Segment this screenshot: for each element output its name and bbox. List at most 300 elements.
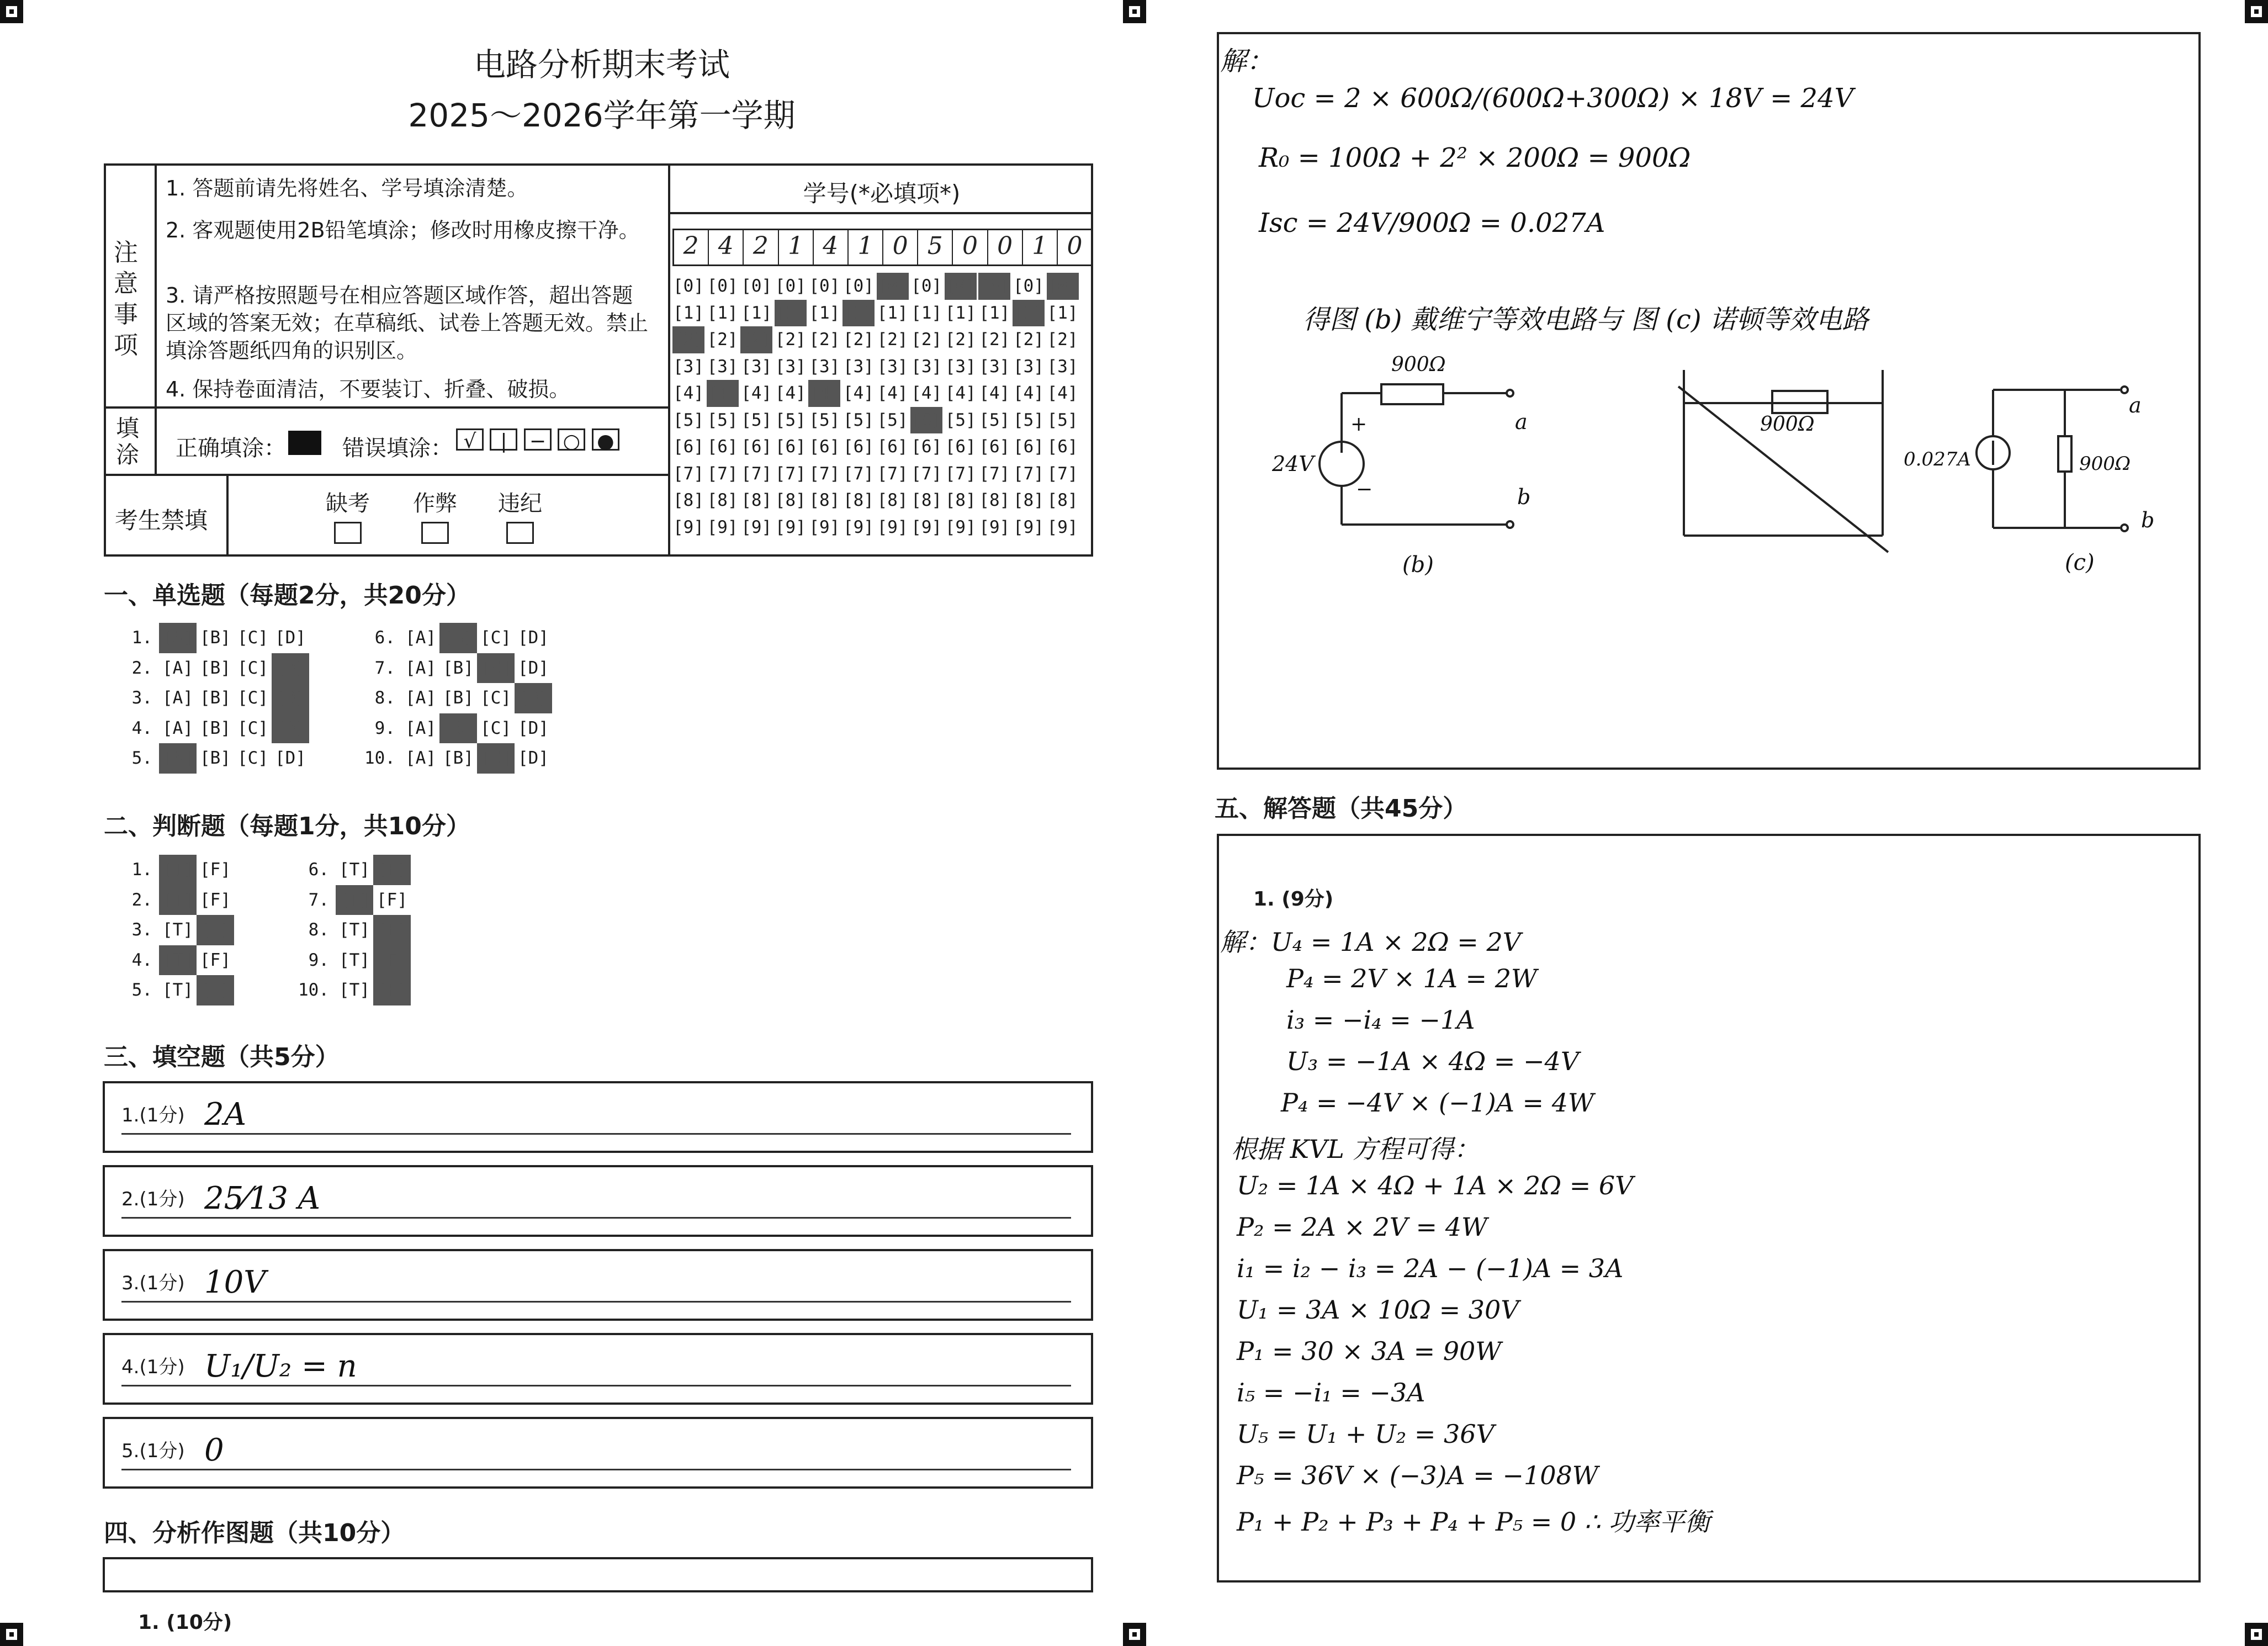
student-id-bubble[interactable]: [6] [809,437,840,457]
fill-blank-underline [121,1217,1071,1219]
student-id-bubble[interactable]: [9] [775,517,806,537]
question-item [359,623,602,653]
wrong-mark-dash: − [524,428,552,451]
student-id-bubble[interactable]: [8] [945,490,976,510]
student-id-bubble[interactable]: [4] [707,380,739,407]
answer-option[interactable]: [T] [159,945,197,976]
student-id-bubble[interactable]: [2] [877,330,908,350]
student-id-bubble[interactable]: [1] [1013,300,1045,327]
wrong-mark-bar: | [490,428,517,451]
solution-line: i₁ = i₂ − i₃ = 2A − (−1)A = 3A [1237,1253,1624,1283]
student-id-digit: 0 [953,230,988,264]
student-id-bubble[interactable]: [0] [1047,273,1079,300]
s4-uoc-line: Uoc = 2 × 600Ω/(600Ω+300Ω) × 18V = 24V [1252,83,1854,114]
answer-option[interactable]: [T] [339,920,370,940]
solution-line: P₁ = 30 × 3A = 90W [1237,1336,1502,1366]
student-id-bubble[interactable]: [3] [877,356,908,377]
solution-line: U₃ = −1A × 4Ω = −4V [1286,1046,1580,1076]
student-id-bubble-row [672,487,1080,514]
student-id-bubble[interactable]: [8] [877,490,908,510]
answer-option[interactable]: [D] [275,748,306,768]
forbid-item-violation [492,486,548,546]
student-id-bubble[interactable]: [3] [673,356,704,377]
student-id-bubble[interactable]: [3] [979,356,1010,377]
answer-option[interactable]: [C] [480,688,511,708]
question-number: 10. [298,980,329,1000]
student-id-bubble[interactable]: [6] [1013,437,1044,457]
question-item [293,945,469,976]
notice-item-4: 4. 保持卷面清洁，不要装订、折叠、破损。 [166,377,570,401]
student-id-bubble[interactable]: [4] [673,383,704,403]
student-id-bubble[interactable]: [6] [673,437,704,457]
section1-title: 一、单选题（每题2分，共20分） [104,581,470,610]
fill-blank-box [103,1417,1093,1489]
student-id-bubble[interactable]: [0] [741,276,772,296]
section2-title: 二、判断题（每题1分，共10分） [104,812,470,840]
question-number: 8. [374,688,395,708]
student-id-bubble[interactable]: [3] [945,356,976,377]
student-id-bubble[interactable]: [5] [1047,410,1078,430]
student-id-bubble[interactable]: [7] [945,463,976,484]
question-item [116,855,293,885]
answer-option[interactable]: [B] [439,713,477,744]
answer-option[interactable]: [A] [159,743,197,774]
exam-subtitle: 2025～2026学年第一学期 [408,97,796,134]
student-id-bubble[interactable]: [9] [707,517,738,537]
answer-option[interactable]: [A] [405,688,436,708]
student-id-bubble[interactable]: [4] [1047,383,1078,403]
student-id-bubble[interactable]: [9] [842,517,874,537]
student-id-bubble[interactable]: [1] [842,300,875,327]
answer-option[interactable]: [A] [159,623,197,653]
section4-question-label: 1. (10分) [138,1611,232,1634]
crossed-out-circuit [1673,353,1905,558]
student-id-bubble[interactable]: [1] [741,303,772,323]
notice-side-label: 注意事项 [114,239,138,359]
solution-line: 解：U₄ = 1A × 2Ω = 2V [1220,927,1521,957]
wrong-mark-dot: ● [592,428,619,451]
answer-option[interactable]: [C] [237,658,268,678]
student-id-bubble[interactable]: [8] [741,490,772,510]
student-id-bubble[interactable]: [4] [842,383,874,403]
solution-line: P₄ = −4V × (−1)A = 4W [1281,1088,1594,1118]
student-id-bubble[interactable]: [9] [741,517,772,537]
fill-blank-underline [121,1469,1071,1470]
student-id-bubble[interactable]: [2] [979,330,1010,350]
student-id-bubble[interactable]: [3] [741,356,772,377]
question-number: 3. [131,920,152,940]
answer-option[interactable]: [B] [443,688,474,708]
answer-option[interactable]: [B] [200,658,231,678]
question-row [116,855,469,885]
student-id-bubble[interactable]: [0] [945,273,977,300]
question-number: 3. [131,688,152,708]
answer-option[interactable]: [A] [162,658,193,678]
question-item [293,915,469,945]
student-id-bubble[interactable]: [4] [945,383,976,403]
question-item [359,743,602,774]
student-id-bubble[interactable]: [8] [979,490,1010,510]
answer-option[interactable]: [D] [518,628,549,648]
solution-line: P₄ = 2V × 1A = 2W [1286,964,1538,993]
wrong-mark-check: √ [456,428,484,451]
registration-mark-bottom-right [2245,1623,2268,1646]
divider [155,406,157,475]
answer-option[interactable]: [C] [237,748,268,768]
answer-option[interactable]: [T] [339,860,370,880]
circuit-c-resistor-label: 900Ω [2079,453,2131,475]
student-id-bubble[interactable]: [0] [673,276,704,296]
student-id-bubble[interactable]: [7] [911,463,942,484]
answer-option[interactable]: [C] [480,718,511,738]
solution-line: P₅ = 36V × (−3)A = −108W [1237,1460,1599,1490]
circuit-b-voltage-label: 24V [1272,452,1314,476]
student-id-bubble[interactable]: [6] [877,437,908,457]
section2-questions [116,855,469,1005]
student-id-bubble[interactable]: [4] [877,383,908,403]
student-id-bubble[interactable]: [8] [673,490,704,510]
circuit-c-terminal-b: b [2141,508,2155,532]
answer-option[interactable]: [B] [200,688,231,708]
student-id-bubble[interactable]: [5] [775,410,806,430]
question-number: 1. [131,628,152,648]
answer-option[interactable]: [T] [339,950,370,970]
fill-blank-label: 2.(1分) [121,1188,185,1210]
question-row [116,945,469,976]
student-id-bubble[interactable]: [7] [877,463,908,484]
solution-line: i₅ = −i₁ = −3A [1237,1378,1426,1407]
student-id-bubble[interactable]: [2] [707,330,738,350]
answer-option[interactable]: [D] [275,628,306,648]
circuit-b-terminal-b: b [1517,485,1531,509]
fill-blank-answer[interactable]: U₁/U₂ = n [204,1348,357,1384]
student-id-bubble[interactable]: [1] [673,303,704,323]
student-id-bubble[interactable]: [6] [979,437,1010,457]
question-row [116,885,469,915]
correct-fill-label: 正确填涂： [176,436,286,461]
divider [226,474,229,557]
student-id-bubble[interactable]: [0] [707,276,738,296]
student-id-bubble[interactable]: [5] [877,410,908,430]
student-id-bubble[interactable]: [1] [911,303,942,323]
answer-option[interactable]: [T] [339,980,370,1000]
answer-option[interactable]: [C] [477,743,515,774]
notice-item-3: 3. 请严格按照题号在相应答题区域作答，超出答题区域的答案无效；在草稿纸、试卷上答题无效。禁止填涂答题纸四角的识别区。 [166,283,649,363]
answer-option[interactable]: [T] [336,885,373,915]
student-id-bubble-grid [672,273,1080,541]
forbid-absent-checkbox[interactable] [334,522,362,544]
student-id-bubble[interactable]: [6] [945,437,976,457]
student-id-bubble[interactable]: [5] [809,410,840,430]
student-id-bubble[interactable]: [7] [775,463,806,484]
fill-blank-answer[interactable]: 10V [204,1264,266,1300]
student-id-bubble[interactable]: [0] [911,276,942,296]
student-id-bubble[interactable]: [4] [979,383,1010,403]
question-item [116,623,359,653]
student-id-bubble[interactable]: [7] [979,463,1010,484]
student-id-bubble[interactable]: [1] [979,303,1010,323]
student-id-bubble[interactable]: [0] [877,273,909,300]
student-id-bubble[interactable]: [9] [911,517,942,537]
fill-blank-underline [121,1301,1071,1303]
student-id-bubble[interactable]: [9] [809,517,840,537]
question-number: 2. [131,890,152,910]
student-id-bubble[interactable]: [7] [707,463,738,484]
question-number: 9. [308,950,329,970]
student-id-bubble[interactable]: [0] [842,276,874,296]
forbid-violation-checkbox[interactable] [506,522,534,544]
section4-answer-box-top [103,1557,1093,1592]
student-id-bubble[interactable]: [0] [809,276,840,296]
solution-line: 根据 KVL 方程可得： [1231,1134,1480,1164]
answer-option[interactable]: [F] [373,855,411,885]
s4-r0-line: R₀ = 100Ω + 2² × 200Ω = 900Ω [1259,142,1691,173]
student-id-bubble[interactable]: [7] [809,463,840,484]
student-id-bubble-row [672,433,1080,461]
forbid-absent-label: 缺考 [326,491,370,516]
registration-mark-bottom-center [1123,1623,1146,1646]
student-id-bubble[interactable]: [3] [707,356,738,377]
student-id-bubble[interactable]: [8] [809,490,840,510]
answer-option[interactable]: [T] [159,885,197,915]
student-id-bubble[interactable]: [2] [945,330,976,350]
student-id-bubble[interactable]: [3] [809,356,840,377]
student-id-bubble[interactable]: [2] [911,330,942,350]
student-id-bubble[interactable]: [2] [740,326,772,353]
student-id-bubble[interactable]: [8] [842,490,874,510]
student-id-digit: 2 [674,230,709,264]
correct-fill-sample [288,431,321,455]
question-item [116,683,359,713]
notice-item-1: 1. 答题前请先将姓名、学号填涂清楚。 [166,176,528,200]
student-id-bubble[interactable]: [8] [775,490,806,510]
student-id-digit: 2 [744,230,778,264]
forbid-item-cheat [407,486,463,546]
answer-option[interactable]: [F] [200,950,231,970]
student-id-digit-row [672,229,1093,266]
student-id-bubble[interactable]: [6] [1047,437,1078,457]
student-id-bubble[interactable]: [1] [1047,303,1078,323]
registration-mark-top-left [0,0,23,23]
student-id-bubble[interactable]: [4] [808,380,840,407]
student-id-bubble[interactable]: [3] [1047,356,1078,377]
student-id-bubble[interactable]: [6] [775,437,806,457]
student-id-bubble[interactable]: [2] [1047,330,1078,350]
answer-option[interactable]: [C] [237,628,268,648]
question-item [293,855,469,885]
student-id-bubble[interactable]: [1] [707,303,738,323]
student-id-bubble[interactable]: [0] [775,276,806,296]
student-id-bubble[interactable]: [1] [775,300,807,327]
circuit-c-terminal-a: a [2129,393,2142,417]
question-item [116,915,293,945]
student-id-bubble[interactable]: [5] [842,410,874,430]
student-id-bubble[interactable]: [0] [978,273,1010,300]
student-id-bubble[interactable]: [5] [707,410,738,430]
student-id-digit: 0 [883,230,918,264]
answer-option[interactable]: [F] [200,860,231,880]
answer-option[interactable]: [A] [162,718,193,738]
question-number: 8. [308,920,329,940]
student-id-bubble[interactable]: [9] [979,517,1010,537]
fill-blank-label: 5.(1分) [121,1440,185,1462]
forbid-label: 考生禁填 [115,507,208,534]
student-id-bubble[interactable]: [8] [1013,490,1044,510]
answer-option[interactable]: [F] [373,975,411,1005]
student-id-bubble[interactable]: [8] [1047,490,1078,510]
student-id-bubble[interactable]: [1] [945,303,976,323]
question-number: 6. [374,628,395,648]
student-id-bubble[interactable]: [3] [842,356,874,377]
student-id-digit: 1 [849,230,883,264]
answer-option[interactable]: [D] [515,683,552,713]
answer-option[interactable]: [D] [518,748,549,768]
answer-option[interactable]: [D] [272,713,309,744]
circuit-b-caption: (b) [1402,552,1434,578]
student-id-bubble[interactable]: [4] [741,383,772,403]
section3-title: 三、填空题（共5分） [104,1043,340,1071]
student-id-bubble[interactable]: [2] [775,330,806,350]
student-id-bubble[interactable]: [6] [741,437,772,457]
student-id-bubble[interactable]: [5] [979,410,1010,430]
answer-option[interactable]: [D] [518,718,549,738]
student-id-bubble-row [672,353,1080,380]
student-id-bubble[interactable]: [4] [1013,383,1044,403]
student-id-bubble[interactable]: [2] [842,330,874,350]
student-id-bubble[interactable]: [3] [775,356,806,377]
question-row [116,915,469,945]
answer-option[interactable]: [A] [405,718,436,738]
solution-line: U₅ = U₁ + U₂ = 36V [1237,1419,1495,1449]
circuit-c-caption: (c) [2065,550,2095,575]
student-id-bubble[interactable]: [6] [911,437,942,457]
answer-option[interactable]: [B] [200,748,231,768]
fill-blank-answer[interactable]: 0 [204,1432,224,1468]
divider [104,406,669,409]
student-id-bubble[interactable]: [5] [741,410,772,430]
solution-line: i₃ = −i₄ = −1A [1286,1005,1475,1035]
fill-blank-label: 1.(1分) [121,1104,185,1126]
student-id-bubble[interactable]: [1] [809,303,840,323]
answer-option[interactable]: [T] [162,920,193,940]
wrong-fill-samples [456,428,619,453]
student-id-bubble[interactable]: [9] [945,517,976,537]
student-id-bubble[interactable]: [7] [673,463,704,484]
student-id-bubble[interactable]: [7] [1013,463,1044,484]
answer-option[interactable]: [C] [480,628,511,648]
student-id-bubble[interactable]: [8] [911,490,942,510]
solution-line: U₂ = 1A × 4Ω + 1A × 2Ω = 6V [1237,1171,1634,1200]
student-id-bubble[interactable]: [3] [1013,356,1044,377]
circuit-b-minus: − [1356,478,1373,501]
student-id-bubble[interactable]: [5] [910,407,942,434]
answer-option[interactable]: [D] [272,653,309,684]
question-number: 7. [308,890,329,910]
forbid-violation-label: 违纪 [498,491,542,516]
student-id-bubble[interactable]: [2] [1013,330,1044,350]
answer-option[interactable]: [C] [477,653,515,684]
answer-option[interactable]: [F] [373,945,411,976]
answer-option[interactable]: [D] [518,658,549,678]
student-id-bubble[interactable]: [2] [809,330,840,350]
student-id-bubble[interactable]: [7] [741,463,772,484]
answer-option[interactable]: [F] [377,890,407,910]
student-id-bubble[interactable]: [5] [945,410,976,430]
answer-option[interactable]: [F] [373,915,411,945]
section4-title: 四、分析作图题（共10分） [104,1519,405,1547]
answer-option[interactable]: [T] [162,980,193,1000]
student-id-bubble[interactable]: [5] [1013,410,1044,430]
question-item [293,885,469,915]
s4-isc-line: Isc = 24V/900Ω = 0.027A [1259,208,1605,239]
student-id-bubble[interactable]: [9] [877,517,908,537]
answer-option[interactable]: [C] [237,718,268,738]
forbid-cheat-checkbox[interactable] [421,522,449,544]
answer-option[interactable]: [F] [200,890,231,910]
answer-option[interactable]: [D] [272,683,309,713]
student-id-bubble[interactable]: [8] [707,490,738,510]
fill-blank-box [103,1165,1093,1237]
question-number: 10. [364,748,395,768]
student-id-bubble[interactable]: [4] [911,383,942,403]
question-row [116,653,602,684]
answer-option[interactable]: [B] [200,718,231,738]
student-id-bubble[interactable]: [4] [775,383,806,403]
question-item [293,975,469,1005]
student-id-bubble[interactable]: [7] [842,463,874,484]
student-id-bubble[interactable]: [3] [911,356,942,377]
answer-option[interactable]: [A] [162,688,193,708]
answer-option[interactable]: [B] [200,628,231,648]
circuit-c-current-label: 0.027A [1904,448,1971,470]
answer-option[interactable]: [F] [197,915,234,945]
student-id-digit: 1 [1023,230,1058,264]
question-item [116,945,293,976]
student-id-bubble[interactable]: [9] [1013,517,1044,537]
answer-option[interactable]: [A] [405,748,436,768]
fill-blank-label: 4.(1分) [121,1356,185,1378]
student-id-bubble[interactable]: [9] [673,517,704,537]
solution-line: U₁ = 3A × 10Ω = 30V [1237,1295,1519,1325]
student-id-bubble[interactable]: [7] [1047,463,1078,484]
forbid-item-absent [320,486,375,546]
answer-option[interactable]: [C] [237,688,268,708]
answer-option[interactable]: [A] [405,628,436,648]
student-id-bubble[interactable]: [0] [1013,276,1044,296]
question-item [116,743,359,774]
student-id-bubble[interactable]: [6] [842,437,874,457]
answer-option[interactable]: [T] [159,855,197,885]
wrong-mark-circle: ○ [558,428,585,451]
student-id-bubble[interactable]: [1] [877,303,908,323]
student-id-bubble[interactable]: [6] [707,437,738,457]
circuit-b-terminal-a: a [1515,410,1528,434]
fill-blank-answer[interactable]: 2A [204,1097,247,1132]
answer-option[interactable]: [B] [443,748,474,768]
student-id-bubble[interactable]: [5] [673,410,704,430]
student-id-bubble-row [672,326,1080,353]
answer-option[interactable]: [A] [405,658,436,678]
answer-option[interactable]: [B] [443,658,474,678]
student-id-digit: 4 [814,230,849,264]
student-id-bubble[interactable]: [2] [672,326,704,353]
question-number: 9. [374,718,395,738]
fill-blank-answer[interactable]: 25⁄13 A [204,1181,321,1216]
student-id-bubble[interactable]: [9] [1047,517,1078,537]
section5-title: 五、解答题（共45分） [1215,795,1467,823]
answer-option[interactable]: [B] [439,623,477,653]
answer-option[interactable]: [F] [197,975,234,1005]
